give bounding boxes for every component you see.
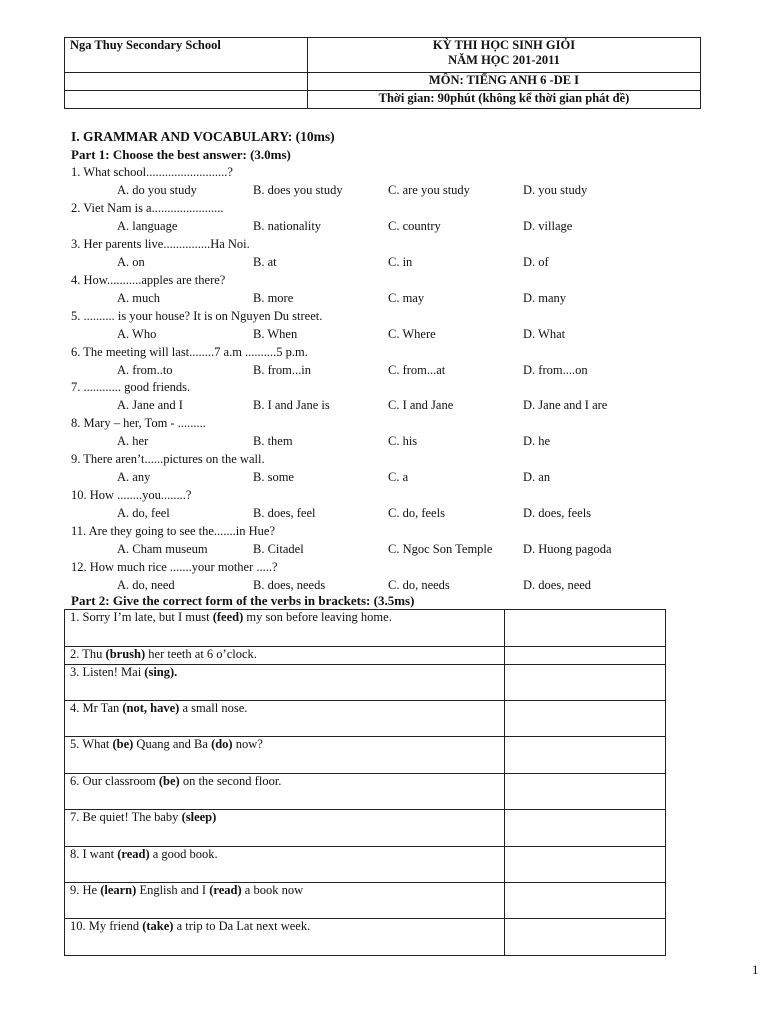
answer-box[interactable] xyxy=(505,665,666,701)
verb-sentence xyxy=(65,774,505,810)
verb-in-brackets: (be) xyxy=(112,737,134,751)
sentence-text: 4. Mr Tan xyxy=(70,701,123,715)
question-1-option-a: A. do you study xyxy=(117,183,197,197)
question-12: 12. How much rice .......your mother .....? xyxy=(71,559,278,574)
question-10: 10. How ........you........? xyxy=(71,488,192,503)
question-11-option-d: D. Huong pagoda xyxy=(523,542,612,556)
question-8: 8. Mary – her, Tom - ......... xyxy=(71,416,206,431)
sentence-text: her teeth at 6 o’clock. xyxy=(145,647,257,661)
sentence-text: Quang and Ba xyxy=(133,737,212,751)
sentence-text: on the second floor. xyxy=(179,774,282,788)
sentence-text: 7. Be quiet! The baby xyxy=(70,810,182,824)
verb-sentence xyxy=(65,610,505,647)
question-6-option-a: A. from..to xyxy=(117,362,173,377)
question-2-option-a: A. language xyxy=(117,218,178,233)
sentence-text: 9. He xyxy=(70,883,101,897)
answer-box[interactable] xyxy=(505,737,666,774)
answer-box[interactable] xyxy=(505,919,666,956)
question-9-option-c: C. a xyxy=(388,470,409,485)
question-5: 5. .......... is your house? It is on Nguyen Du street. xyxy=(71,308,323,323)
verb-row xyxy=(65,610,666,647)
answer-box[interactable] xyxy=(505,701,666,737)
verb-row xyxy=(65,665,666,701)
answer-box[interactable] xyxy=(505,883,666,919)
question-9-option-a: A. any xyxy=(117,470,151,485)
question-5-option-a: A. Who xyxy=(117,326,157,341)
question-6-option-c: C. from...at xyxy=(388,362,446,377)
question-1-option-b: B. does you study xyxy=(253,183,343,197)
question-3-option-a: A. on xyxy=(117,254,145,269)
verb-sentence xyxy=(65,701,505,737)
question-11-option-c: C. Ngoc Son Temple xyxy=(388,542,493,556)
verb-sentence xyxy=(65,847,505,883)
question-4-option-b: B. more xyxy=(253,290,294,305)
question-11-option-a: A. Cham museum xyxy=(117,542,208,556)
question-4-option-a: A. much xyxy=(117,290,161,305)
verb-sentence xyxy=(65,883,505,919)
sentence-text: a trip to Da Lat next week. xyxy=(173,919,311,933)
exam-title-cell xyxy=(308,38,701,73)
question-9-option-d: D. an xyxy=(523,470,551,485)
page-number: 1 xyxy=(752,962,759,977)
question-10-option-a: A. do, feel xyxy=(117,506,170,521)
verb-in-brackets: (sleep) xyxy=(181,810,217,824)
sentence-text: 3. Listen! Mai xyxy=(70,665,145,679)
verb-sentence xyxy=(65,810,505,847)
question-12-option-a: A. do, need xyxy=(117,577,175,592)
answer-box[interactable] xyxy=(505,810,666,847)
school-year: NĂM HỌC 201-2011 xyxy=(448,53,560,67)
verb-row xyxy=(65,847,666,883)
question-4: 4. How...........apples are there? xyxy=(71,272,226,287)
subject: MÔN: TIẾNG ANH 6 -DE I xyxy=(308,73,701,91)
empty-cell xyxy=(65,73,308,91)
verb-in-brackets: (be) xyxy=(158,774,180,788)
verb-row xyxy=(65,647,666,665)
sentence-text: 5. What xyxy=(70,737,113,751)
sentence-text: English and I xyxy=(136,883,210,897)
question-4-option-c: C. may xyxy=(388,290,425,305)
question-1-option-c: C. are you study xyxy=(388,183,470,197)
sentence-text: 6. Our classroom xyxy=(70,774,159,788)
question-12-option-d: D. does, need xyxy=(523,577,592,592)
sentence-text: my son before leaving home. xyxy=(243,610,392,624)
question-2-option-c: C. country xyxy=(388,218,441,233)
question-6-option-b: B. from...in xyxy=(253,362,311,377)
question-5-option-c: C. Where xyxy=(388,326,436,341)
question-11-option-b: B. Citadel xyxy=(253,542,304,556)
question-7-option-b: B. I and Jane is xyxy=(253,398,330,413)
verb-in-brackets: (feed) xyxy=(212,610,244,624)
verb-in-brackets: (learn) xyxy=(100,883,137,897)
verb-sentence xyxy=(65,919,505,956)
verb-forms-table xyxy=(64,609,666,956)
question-8-option-d: D. he xyxy=(523,434,551,449)
verb-in-brackets: (read) xyxy=(209,883,242,897)
question-8-option-a: A. her xyxy=(117,434,149,449)
empty-cell xyxy=(65,91,308,109)
verb-in-brackets: (sing). xyxy=(144,665,178,679)
sentence-text: a book now xyxy=(241,883,304,897)
answer-box[interactable] xyxy=(505,774,666,810)
answer-box[interactable] xyxy=(505,647,666,665)
verb-row xyxy=(65,883,666,919)
question-3: 3. Her parents live...............Ha Noi. xyxy=(71,236,250,251)
sentence-text: a small nose. xyxy=(179,701,248,715)
answer-box[interactable] xyxy=(505,610,666,647)
verb-row xyxy=(65,774,666,810)
question-10-option-d: D. does, feels xyxy=(523,506,592,521)
question-12-option-c: C. do, needs xyxy=(388,577,450,592)
question-9: 9. There aren’t......pictures on the wall. xyxy=(71,452,265,467)
question-7-option-c: C. I and Jane xyxy=(388,398,454,413)
verb-row xyxy=(65,810,666,847)
section-title: I. GRAMMAR AND VOCABULARY: (10ms) xyxy=(71,129,335,144)
question-2-option-d: D. village xyxy=(523,218,573,233)
question-2-option-b: B. nationality xyxy=(253,218,322,233)
question-1: 1. What school..........................? xyxy=(71,165,233,179)
question-6: 6. The meeting will last........7 a.m ..........5 p.m. xyxy=(71,344,308,359)
question-5-option-d: D. What xyxy=(523,326,566,341)
question-9-option-b: B. some xyxy=(253,470,294,485)
exam-header-table xyxy=(64,37,701,109)
question-12-option-b: B. does, needs xyxy=(253,577,326,592)
sentence-text: 2. Thu xyxy=(70,647,106,661)
verb-in-brackets: (not, have) xyxy=(122,701,180,715)
sentence-text: a good book. xyxy=(149,847,218,861)
verb-row xyxy=(65,701,666,737)
verb-in-brackets: (take) xyxy=(142,919,174,933)
question-10-option-b: B. does, feel xyxy=(253,506,316,521)
school-name: Nga Thuy Secondary School xyxy=(65,38,308,73)
exam-title: KỲ THI HỌC SINH GIỎI xyxy=(432,38,576,52)
question-7: 7. ............ good friends. xyxy=(71,380,191,395)
exam-time: Thời gian: 90phút (không kể thời gian phát đề) xyxy=(308,91,701,109)
question-8-option-b: B. them xyxy=(253,434,293,449)
question-7-option-d: D. Jane and I are xyxy=(523,398,608,413)
sentence-text: 8. I want xyxy=(70,847,118,861)
question-4-option-d: D. many xyxy=(523,290,567,305)
question-6-option-d: D. from....on xyxy=(523,362,588,377)
answer-box[interactable] xyxy=(505,847,666,883)
verb-sentence xyxy=(65,737,505,774)
part2-title: Part 2: Give the correct form of the verbs in brackets: (3.5ms) xyxy=(71,593,415,608)
sentence-text: 1. Sorry I’m late, but I must xyxy=(70,610,213,624)
question-5-option-b: B. When xyxy=(253,326,298,341)
verb-in-brackets: (read) xyxy=(117,847,150,861)
question-10-option-c: C. do, feels xyxy=(388,506,445,521)
question-7-option-a: A. Jane and I xyxy=(117,398,183,413)
part1-title: Part 1: Choose the best answer: (3.0ms) xyxy=(71,147,291,162)
question-3-option-c: C. in xyxy=(388,254,413,269)
verb-sentence xyxy=(65,665,505,701)
verb-in-brackets: (brush) xyxy=(105,647,146,661)
question-3-option-d: D. of xyxy=(523,254,549,269)
question-2: 2. Viet Nam is a....................... xyxy=(71,200,224,215)
verb-row xyxy=(65,919,666,956)
question-8-option-c: C. his xyxy=(388,434,418,449)
question-11: 11. Are they going to see the.......in Hue? xyxy=(71,524,276,538)
verb-row xyxy=(65,737,666,774)
sentence-text: 10. My friend xyxy=(70,919,143,933)
question-1-option-d: D. you study xyxy=(523,183,588,197)
question-3-option-b: B. at xyxy=(253,254,277,269)
verb-sentence xyxy=(65,647,505,665)
verb-in-brackets: (do) xyxy=(211,737,233,751)
sentence-text: now? xyxy=(232,737,263,751)
